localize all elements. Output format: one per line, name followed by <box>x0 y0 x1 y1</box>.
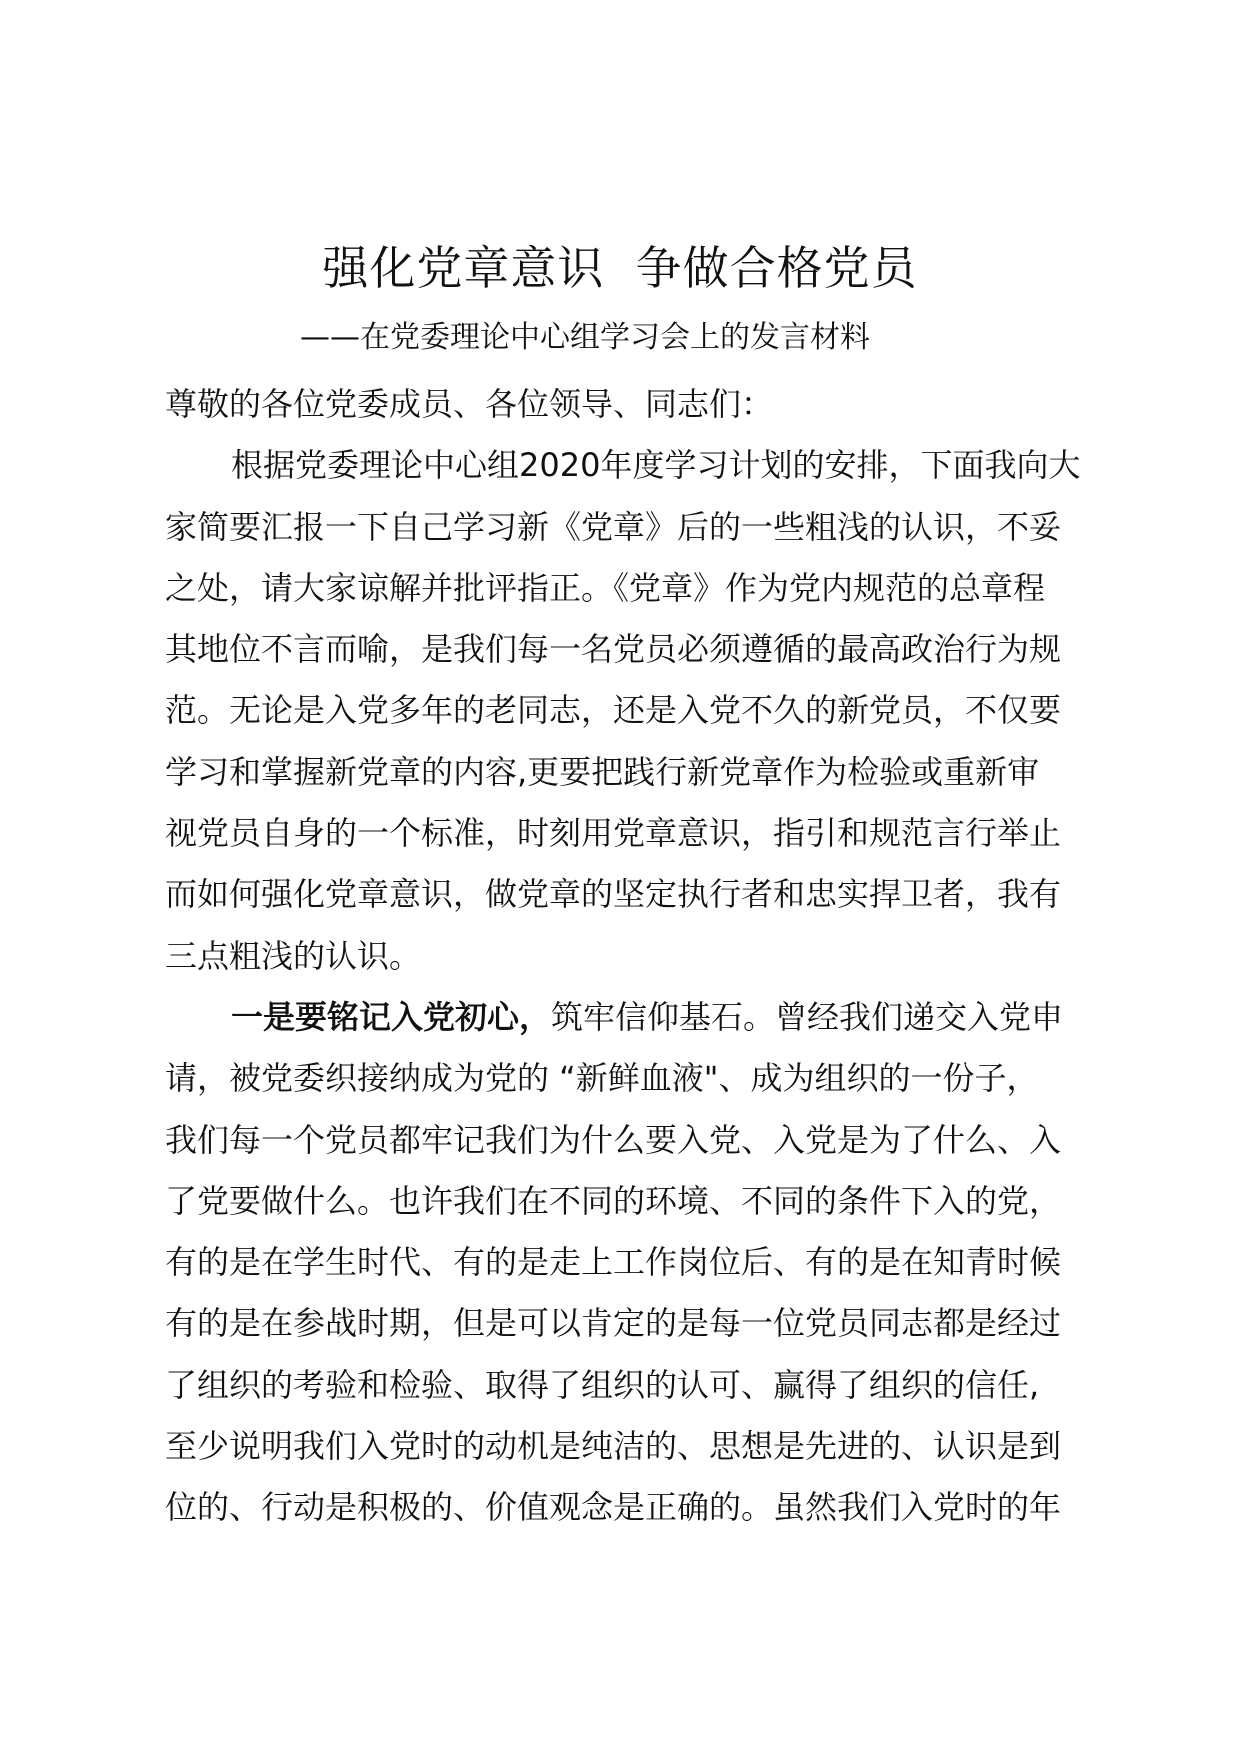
paragraph1-line: 其地位不言而喻，是我们每一名党员必须遵循的最高政治行为规 <box>165 630 1062 669</box>
paragraph2-line: 了党要做什么。也许我们在不同的环境、不同的条件下入的党， <box>165 1181 1062 1220</box>
paragraph1-line: 根据党委理论中心组2020年度学习计划的安排，下面我向大 <box>231 446 1081 485</box>
document-title: 强化党章意识 争做合格党员 <box>322 241 918 295</box>
paragraph2-first-line <box>165 987 1125 1048</box>
salutation: 尊敬的各位党委成员、各位领导、同志们： <box>165 385 774 423</box>
paragraph1-line: 学习和掌握新党章的内容,更要把践行新党章作为检验或重新审 <box>165 752 1040 791</box>
document-subtitle: ——在党委理论中心组学习会上的发言材料 <box>300 320 870 355</box>
paragraph2-line: 请，被党委织接纳成为党的 “新鲜血液"、成为组织的一份子， <box>165 1059 1039 1098</box>
paragraph2-line: 我们每一个党员都牢记我们为什么要入党、入党是为了什么、入 <box>165 1120 1062 1159</box>
document-body <box>165 374 1125 1539</box>
paragraph1-line: 之处，请大家谅解并批评指正。《党章》作为党内规范的总章程 <box>165 568 1046 607</box>
paragraph1-line: 而如何强化党章意识，做党章的坚定执行者和忠实捍卫者，我有 <box>165 875 1062 914</box>
paragraph2-line: 至少说明我们入党时的动机是纯洁的、思想是先进的、认识是到 <box>165 1427 1062 1466</box>
paragraph2-line: 有的是在学生时代、有的是走上工作岗位后、有的是在知青时候 <box>165 1243 1062 1282</box>
paragraph2-line: 位的、行动是积极的、价值观念是正确的。虽然我们入党时的年 <box>165 1488 1062 1527</box>
paragraph2-line: 有的是在参战时期，但是可以肯定的是每一位党员同志都是经过 <box>165 1304 1062 1343</box>
paragraph1-line: 视党员自身的一个标准，时刻用党章意识，指引和规范言行举止 <box>165 814 1062 853</box>
paragraph2-lead: 一是要铭记入党初心， <box>231 997 552 1036</box>
paragraph2-first-rest: 筑牢信仰基石。曾经我们递交入党申 <box>551 997 1064 1036</box>
paragraph1-line: 范。无论是入党多年的老同志，还是入党不久的新党员，不仅要 <box>165 691 1062 730</box>
paragraph1-line: 家简要汇报一下自己学习新《党章》后的一些粗浅的认识，不妥 <box>165 507 1062 546</box>
paragraph2-line: 了组织的考验和检验、取得了组织的认可、赢得了组织的信任, <box>165 1365 1040 1404</box>
paragraph1-line: 三点粗浅的认识。 <box>165 936 422 975</box>
